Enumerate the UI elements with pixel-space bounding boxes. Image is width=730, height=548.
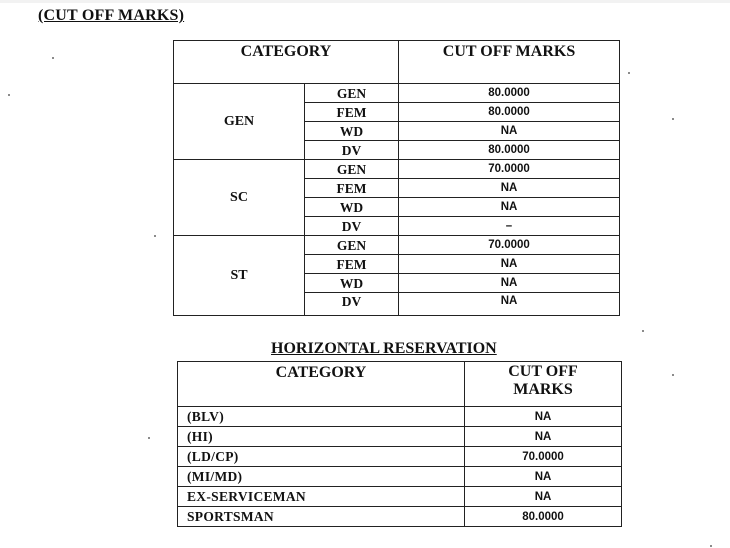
table-row [174,84,620,103]
category-header: CATEGORY [174,41,399,84]
marks-value: – [399,217,620,236]
page-top-edge [0,0,730,3]
table-row [178,487,622,507]
subcategory: DV [305,141,399,160]
subcategory: DV [305,217,399,236]
reservation-category: (LD/CP) [178,447,465,467]
marks-value: 80.0000 [399,103,620,122]
table-row [178,467,622,487]
reservation-category: EX-SERVICEMAN [178,487,465,507]
scan-speck [52,57,54,59]
subcategory: GEN [305,236,399,255]
marks-value: 70.0000 [399,236,620,255]
category-gen: GEN [174,84,305,160]
marks-value: NA [465,467,622,487]
marks-value: NA [465,427,622,447]
marks-value: NA [399,274,620,293]
subcategory: WD [305,274,399,293]
marks-value: 80.0000 [399,141,620,160]
marks-value: NA [465,407,622,427]
scan-speck [672,374,674,376]
subcategory: FEM [305,103,399,122]
table-header-row [178,362,622,407]
subcategory: FEM [305,179,399,198]
scan-speck [672,118,674,120]
header-line-2: MARKS [513,381,573,398]
marks-value: 70.0000 [465,447,622,467]
marks-value: 70.0000 [399,160,620,179]
marks-value: NA [399,255,620,274]
marks-value: NA [465,487,622,507]
category-header: CATEGORY [178,362,465,407]
table-row [174,160,620,179]
horizontal-reservation-table [177,361,622,527]
subcategory: WD [305,122,399,141]
table-header-row [174,41,620,84]
horizontal-reservation-title: HORIZONTAL RESERVATION [271,340,497,357]
subcategory: GEN [305,160,399,179]
category-sc: SC [174,160,305,236]
scan-speck [628,72,630,74]
scan-speck [8,94,10,96]
marks-value: 80.0000 [399,84,620,103]
marks-value: NA [399,293,620,316]
category-st: ST [174,236,305,316]
table-row [178,507,622,527]
subcategory: DV [305,293,399,316]
cut-off-marks-header [465,362,622,407]
scan-speck [710,545,712,547]
marks-value: NA [399,198,620,217]
cut-off-marks-header: CUT OFF MARKS [399,41,620,84]
scan-speck [154,235,156,237]
reservation-category: (MI/MD) [178,467,465,487]
scan-speck [642,330,644,332]
marks-value: NA [399,122,620,141]
cut-off-marks-title: (CUT OFF MARKS) [38,7,185,24]
table-row [178,447,622,467]
reservation-category: SPORTSMAN [178,507,465,527]
subcategory: FEM [305,255,399,274]
table-row [174,236,620,255]
table-row [178,427,622,447]
reservation-category: (BLV) [178,407,465,427]
subcategory: WD [305,198,399,217]
marks-value: NA [399,179,620,198]
table-row [178,407,622,427]
subcategory: GEN [305,84,399,103]
marks-value: 80.0000 [465,507,622,527]
scan-speck [148,437,150,439]
cut-off-marks-table [173,40,620,316]
header-line-1: CUT OFF [508,363,578,380]
reservation-category: (HI) [178,427,465,447]
